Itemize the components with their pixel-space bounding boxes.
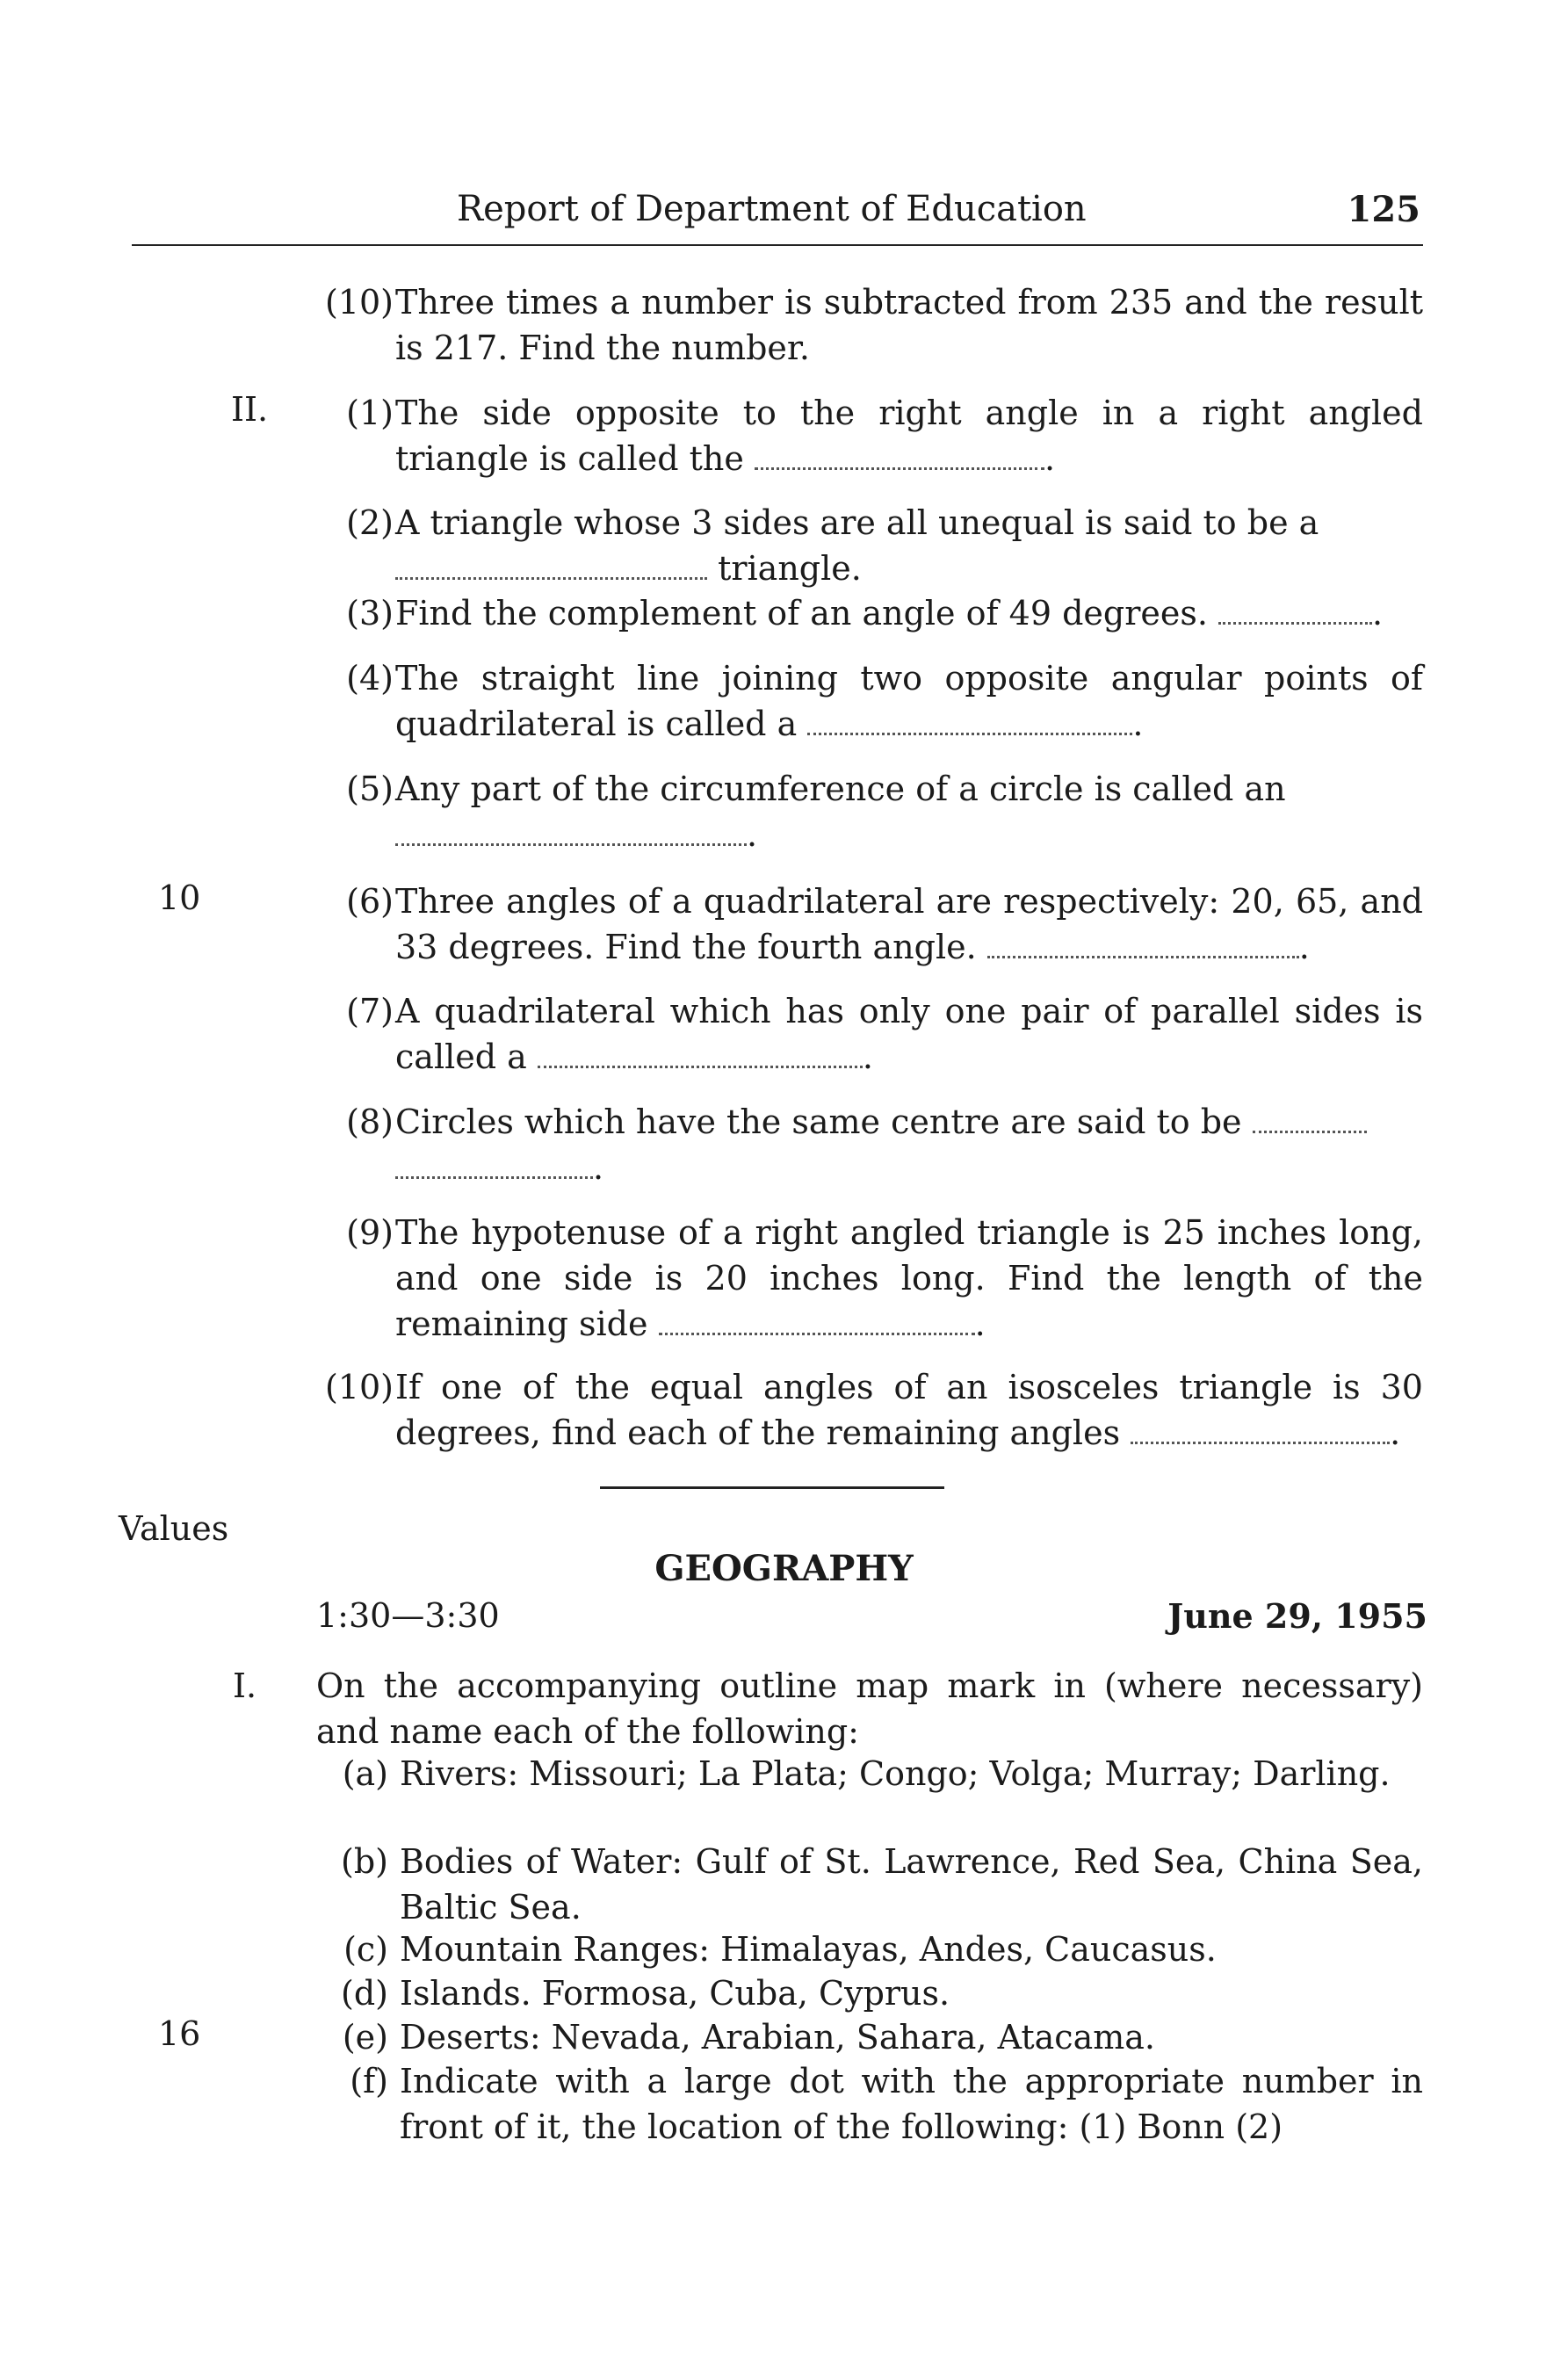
question-text (395, 590, 1423, 636)
value-marker-16: 16 (158, 2014, 201, 2053)
question-suffix: . (1132, 705, 1144, 743)
question-suffix: . (1372, 594, 1384, 633)
question-body: The hypotenuse of a right angled triangle is 25 inches long, and one side is 20 inches long. Find the length of the remaining side (395, 1213, 1423, 1343)
question-number: (3) (346, 594, 394, 633)
exam-time: 1:30—3:30 (316, 1596, 500, 1635)
values-label: Values (119, 1509, 229, 1548)
geography-item-c (264, 1927, 1423, 1972)
question-number: (5) (346, 770, 394, 808)
question-text (395, 988, 1423, 1080)
value-marker-10: 10 (158, 878, 201, 917)
geometry-question-10 (264, 1364, 1423, 1456)
geometry-question-5 (264, 766, 1423, 857)
question-body-end: triangle. (718, 549, 862, 588)
geometry-question-8 (264, 1099, 1423, 1190)
answer-blank (807, 708, 1132, 735)
item-letter: (f) (350, 2062, 388, 2100)
answer-blank (1218, 597, 1372, 625)
question-text: Three times a number is subtracted from 235 and the result is 217. Find the number. (395, 283, 1423, 367)
item-letter: (a) (342, 1754, 388, 1793)
question-text: On the accompanying outline map mark in (where necessary) and name each of the following: (316, 1666, 1423, 1751)
question-suffix: . (1298, 928, 1310, 966)
question-body: A quadrilateral which has only one pair of parallel sides is called a (395, 992, 1423, 1076)
section-label-i: I. (233, 1666, 257, 1705)
question-body: A triangle whose 3 sides are all unequal is said to be a (395, 503, 1319, 542)
question-number: (1) (346, 394, 394, 432)
question-body: Find the complement of an angle of 49 degrees. (395, 594, 1208, 633)
question-body: Any part of the circumference of a circle is called an (395, 770, 1286, 808)
item-letter: (e) (342, 2018, 388, 2057)
question-number: (6) (346, 882, 394, 921)
question-number: (9) (346, 1213, 394, 1252)
item-letter: (c) (343, 1930, 388, 1969)
item-text: Indicate with a large dot with the appropriate number in front of it, the location of the following: (1) Bonn (2) (400, 2062, 1423, 2146)
question-body: Circles which have the same centre are said to be (395, 1102, 1242, 1141)
exam-date: June 29, 1955 (1167, 1596, 1427, 1636)
question-text (395, 1099, 1423, 1190)
question-suffix: . (593, 1148, 604, 1187)
question-text (395, 390, 1423, 481)
answer-blank (395, 553, 707, 580)
header-rule (132, 244, 1423, 246)
answer-blank (659, 1308, 975, 1335)
question-body: If one of the equal angles of an isosceles triangle is 30 degrees, find each of the remaining angles (395, 1368, 1423, 1452)
question-number: (8) (346, 1102, 394, 1141)
item-text: Bodies of Water: Gulf of St. Lawrence, Red Sea, China Sea, Baltic Sea. (400, 1842, 1423, 1927)
item-letter: (b) (341, 1842, 388, 1881)
question-suffix: . (747, 815, 758, 854)
question-number: (2) (346, 503, 394, 542)
geometry-question-4 (264, 655, 1423, 747)
answer-blank (987, 931, 1299, 958)
geometry-question-6 (264, 878, 1423, 970)
answer-blank (395, 819, 747, 846)
question-text (395, 1364, 1423, 1456)
geography-item-e (264, 2014, 1423, 2060)
question-suffix: . (1044, 439, 1056, 478)
question-suffix: . (862, 1037, 873, 1076)
question-text (395, 500, 1423, 591)
answer-blank (755, 443, 1044, 470)
answer-blank (1253, 1106, 1367, 1133)
geometry-question-9 (264, 1210, 1423, 1347)
arithmetic-question-10 (264, 279, 1423, 371)
question-suffix: . (974, 1305, 986, 1343)
page-number: 125 (1347, 189, 1420, 230)
answer-blank (1131, 1417, 1390, 1444)
item-text: Islands. Formosa, Cuba, Cyprus. (400, 1974, 950, 2013)
item-letter: (d) (341, 1974, 388, 2013)
question-body: Three angles of a quadrilateral are respectively: 20, 65, and 33 degrees. Find the fourth angle. (395, 882, 1423, 966)
item-text: Rivers: Missouri; La Plata; Congo; Volga; Murray; Darling. (400, 1754, 1391, 1793)
geography-item-b (264, 1839, 1423, 1930)
question-body: The straight line joining two opposite angular points of quadrilateral is called a (395, 659, 1423, 743)
geometry-question-2 (264, 500, 1423, 591)
question-text (395, 655, 1423, 747)
question-number: (10) (324, 283, 394, 322)
geography-item-d (264, 1970, 1423, 2016)
geography-question-i (233, 1663, 1423, 1754)
geography-item-f (264, 2058, 1423, 2150)
running-header: Report of Department of Education (457, 189, 1087, 229)
geometry-question-7 (264, 988, 1423, 1080)
question-number: (4) (346, 659, 394, 698)
answer-blank (538, 1041, 863, 1068)
question-body: The side opposite to the right angle in a right angled triangle is called the (395, 394, 1423, 478)
question-text (395, 878, 1423, 970)
question-number: (7) (346, 992, 394, 1030)
item-text: Mountain Ranges: Himalayas, Andes, Caucasus. (400, 1930, 1217, 1969)
geography-item-a (264, 1751, 1423, 1796)
question-suffix: . (1390, 1413, 1401, 1452)
question-text (395, 766, 1423, 857)
geometry-question-1 (264, 390, 1423, 481)
geography-title: GEOGRAPHY (654, 1548, 914, 1589)
section-divider (600, 1486, 944, 1489)
question-number: (10) (324, 1368, 394, 1406)
answer-blank-continued (395, 1152, 593, 1179)
section-label-ii: II. (231, 390, 269, 429)
item-text: Deserts: Nevada, Arabian, Sahara, Atacama. (400, 2018, 1155, 2057)
geometry-question-3 (264, 590, 1423, 636)
question-text (395, 1210, 1423, 1347)
